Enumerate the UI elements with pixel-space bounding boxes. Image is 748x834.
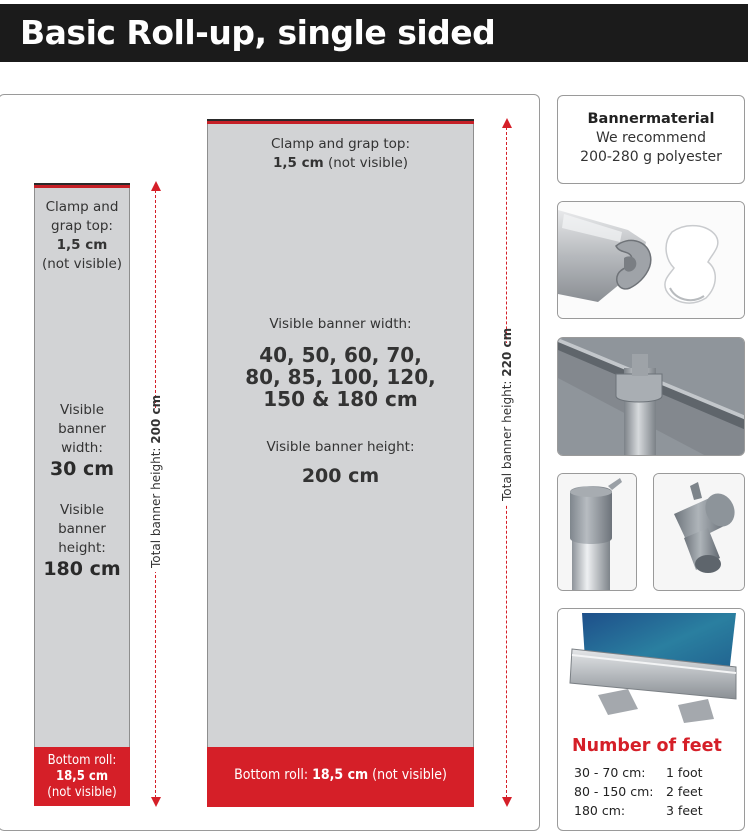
material-title: Bannermaterial — [587, 111, 715, 127]
height-info — [35, 501, 129, 581]
feet-count: 3 feet — [666, 803, 703, 818]
width-value: 30 cm — [49, 458, 115, 480]
total-height-large — [500, 327, 514, 505]
feet-title: Number of feet — [572, 736, 722, 756]
feet-range: 80 - 150 cm: — [574, 784, 654, 799]
bottom-label: Bottom roll: — [234, 767, 313, 783]
feet-count: 1 foot — [666, 765, 703, 780]
top-bar-hook-photo — [557, 337, 745, 456]
bottom-roll-small — [34, 747, 130, 806]
feet-row-3 — [574, 803, 734, 818]
clamp-label-2: grap top: — [51, 218, 113, 234]
bottom-value: 18,5 cm — [312, 767, 369, 783]
width-values-line-3: 150 & 180 cm — [263, 387, 418, 411]
rollup-base-box — [557, 608, 745, 831]
total-height-label: Total banner height: — [149, 443, 163, 568]
pole-connector-icon — [558, 474, 637, 591]
arrow-up-icon — [502, 118, 512, 128]
top-bar-hook-icon — [558, 338, 745, 456]
clamp-label-1: Clamp and — [45, 199, 119, 215]
clamp-note: (not visible) — [323, 155, 409, 171]
top-clamp-bar — [34, 183, 130, 188]
bottom-label: Bottom roll: — [47, 753, 117, 768]
clamp-label: Clamp and grap top: — [270, 136, 411, 152]
width-label-3: width: — [61, 440, 103, 456]
feet-range: 180 cm: — [574, 803, 626, 818]
pole-connector-photo — [557, 473, 637, 591]
feet-row-2 — [574, 784, 734, 799]
width-label-1: Visible — [59, 402, 105, 418]
width-label: Visible banner width: — [269, 316, 412, 332]
height-value: 200 cm — [301, 465, 380, 487]
height-label-3: height: — [58, 540, 106, 556]
feet-row-1 — [574, 765, 734, 780]
height-label-2: banner — [58, 521, 106, 537]
width-info — [35, 401, 129, 481]
width-values-line-2: 80, 85, 100, 120, — [245, 365, 436, 389]
arrow-up-icon — [151, 181, 161, 191]
banner-large — [207, 119, 474, 807]
top-clamp-bar — [207, 119, 474, 124]
clamp-info — [35, 198, 129, 274]
width-values-line-1: 40, 50, 60, 70, — [259, 343, 422, 367]
height-value: 180 cm — [43, 558, 121, 580]
arrow-down-icon — [151, 797, 161, 807]
page-title: Basic Roll-up, single sided — [20, 13, 496, 52]
clamp-value: 1,5 cm — [272, 155, 324, 171]
bottom-roll-large — [207, 747, 474, 807]
title-bar — [0, 4, 748, 62]
height-label-1: Visible — [59, 502, 105, 518]
banner-small — [34, 183, 130, 806]
width-label-2: banner — [58, 421, 106, 437]
height-label: Visible banner height: — [266, 439, 415, 455]
pole-end-cap-icon — [654, 474, 745, 591]
clamp-note: (not visible) — [41, 256, 123, 272]
bottom-value: 18,5 cm — [55, 769, 109, 784]
clamp-profile-icon — [558, 202, 745, 319]
material-line-2: 200-280 g polyester — [580, 149, 722, 165]
banner-material-box — [557, 95, 745, 184]
clamp-value: 1,5 cm — [56, 237, 108, 253]
feet-count: 2 feet — [666, 784, 703, 799]
feet-range: 30 - 70 cm: — [574, 765, 646, 780]
total-height-label: Total banner height: — [500, 376, 514, 501]
total-height-value: 200 cm — [149, 394, 163, 444]
total-height-small — [149, 394, 163, 572]
total-height-value: 220 cm — [500, 327, 514, 377]
width-values — [208, 344, 473, 410]
arrow-down-icon — [502, 797, 512, 807]
material-line-1: We recommend — [595, 130, 707, 146]
clamp-profile-photo — [557, 201, 745, 319]
clamp-info — [208, 135, 473, 173]
bottom-note: (not visible) — [368, 767, 447, 783]
rollup-base-icon — [558, 609, 745, 729]
bottom-note: (not visible) — [47, 785, 117, 800]
pole-end-cap-photo — [653, 473, 745, 591]
